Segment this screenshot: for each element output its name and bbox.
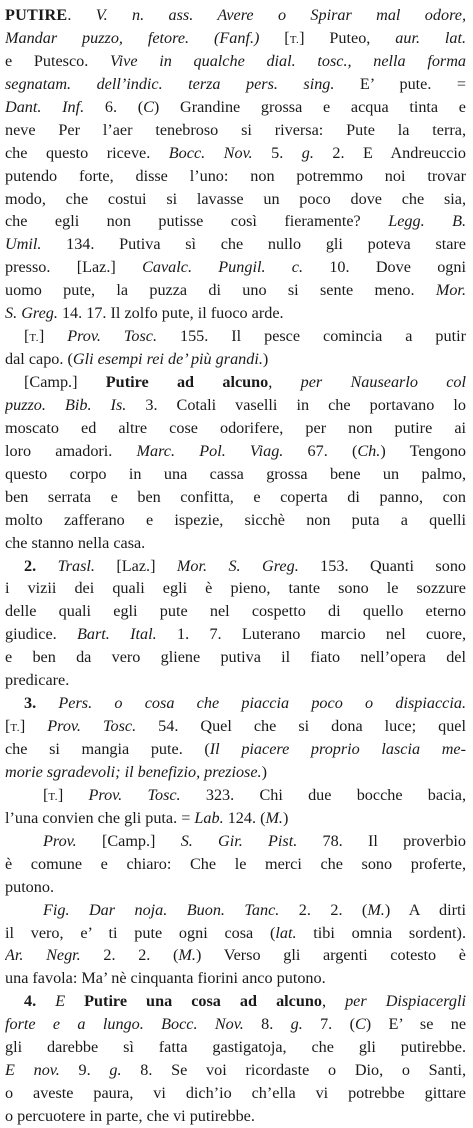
- entry-line: segnatam. dell’indic. terza pers. sing. E’ pute. =: [5, 74, 466, 93]
- entry-line: Prov. [Camp.] S. Gir. Pist. 78. Il proverbio: [43, 831, 466, 850]
- entry-line: predicare.: [5, 671, 70, 690]
- entry-line: ben serrata e ben confitta, e coperta di panno, con: [5, 487, 466, 506]
- entry-line: modo, che costui si lavasse un poco dove che sia,: [5, 189, 466, 208]
- dictionary-entry-putire: [5, 4, 466, 1128]
- entry-line: che questo riceve. Bocc. Nov. 5. g. 2. E Andreuccio: [5, 143, 466, 162]
- entry-line: che si mangia pute. (Il piacere proprio lascia me-: [5, 740, 466, 758]
- entry-line: Umil. 134. Putiva sì che nullo gli poteva stare: [5, 235, 466, 254]
- entry-line: neve Per l’aer tenebroso si riversa: Pute la terra,: [5, 120, 466, 139]
- entry-line: [T.] Prov. Tosc. 323. Chi due bocche bacia,: [43, 785, 466, 804]
- entry-line: 2. Trasl. [Laz.] Mor. S. Greg. 153. Quanti sono: [24, 556, 466, 575]
- entry-line: l’una convien che gli puta. = Lab. 124. (M.): [5, 808, 289, 827]
- entry-line: uomo pute, la puzza di uno si sente meno. Mor.: [5, 281, 466, 300]
- entry-line: 3. Pers. o cosa che piaccia poco o dispiaccia.: [24, 694, 466, 713]
- entry-line: gli darebbe sì fatta gastigatoja, che gli putirebbe.: [5, 1038, 466, 1057]
- entry-line: che stanno nella casa.: [5, 533, 146, 552]
- entry-line: loro amadori. Marc. Pol. Viag. 67. (Ch.) Tengono: [5, 441, 466, 460]
- entry-line: questo corpo in una cassa grossa bene un palmo,: [5, 464, 466, 483]
- entry-line: S. Greg. 14. 17. Il zolfo pute, il fuoco arde.: [5, 304, 284, 323]
- entry-line: una favola: Ma’ nè cinquanta fiorini anco putono.: [5, 969, 326, 988]
- entry-line: i vizii dei quali egli è pieno, tante sono le sozzure: [5, 579, 466, 598]
- entry-line: è comune e chiaro: Che le merci che sono proferte,: [5, 854, 466, 873]
- entry-line: morie sgradevoli; il benefizio, preziose.): [5, 762, 267, 781]
- entry-line: delle quali egli pute nel cospetto di quello eterno: [5, 602, 466, 621]
- entry-line: e Putesco. Vive in qualche dial. tosc., nella forma: [5, 51, 466, 70]
- entry-line: il vero, e’ ti pute ogni cosa (lat. tibi omnia sordent).: [5, 923, 466, 942]
- entry-line: 4. E Putire una cosa ad alcuno, per Dispiacergli: [24, 992, 466, 1011]
- entry-line: moscato ed altre cose odorifere, per non putire ai: [5, 418, 466, 437]
- entry-line: che egli non putisse così fieramente? Legg. B.: [5, 212, 466, 231]
- entry-line: giudice. Bart. Ital. 1. 7. Luterano marcio nel cuore,: [5, 625, 466, 644]
- entry-line: Ar. Negr. 2. 2. (M.) Verso gli argenti cotesto è: [5, 946, 466, 965]
- entry-line: [T.] Prov. Tosc. 155. Il pesce comincia a putir: [24, 327, 466, 346]
- entry-line: PUTIRE. V. n. ass. Avere o Spirar mal odore,: [5, 6, 466, 24]
- entry-line: e ben da vero gliene putiva il fiato nell’opera del: [5, 648, 466, 667]
- entry-line: puzzo. Bib. Is. 3. Cotali vaselli in che portavano lo: [5, 395, 466, 414]
- entry-line: Dant. Inf. 6. (C) Grandine grossa e acqua tinta e: [5, 97, 466, 116]
- entry-line: Fig. Dar noja. Buon. Tanc. 2. 2. (M.) A dirti: [43, 900, 466, 919]
- entry-line: forte e a lungo. Bocc. Nov. 8. g. 7. (C) E’ se ne: [5, 1015, 466, 1034]
- entry-line: putono.: [5, 877, 55, 896]
- entry-line: [T.] Prov. Tosc. 54. Quel che si dona luce; quel: [5, 717, 466, 736]
- entry-line: molto zafferano e ispezie, sicchè non puta a quelli: [5, 510, 466, 529]
- entry-line: dal capo. (Gli esempi rei de’ più grandi.): [5, 350, 269, 369]
- entry-line: Mandar puzzo, fetore. (Fanf.) [T.] Puteo, aur. lat.: [5, 28, 466, 47]
- entry-line: [Camp.] Putire ad alcuno, per Nausearlo col: [24, 373, 466, 391]
- entry-line: putendo forte, disse l’uno: non potremmo noi trovar: [5, 166, 466, 185]
- entry-line: o aveste paura, vi dich’io ch’ella vi potrebbe gittare: [5, 1084, 466, 1103]
- entry-line: E nov. 9. g. 8. Se voi ricordaste o Dio, o Santi,: [5, 1061, 466, 1080]
- entry-line: o percuotere in parte, che vi putirebbe.: [5, 1107, 255, 1125]
- entry-line: presso. [Laz.] Cavalc. Pungil. c. 10. Dove ogni: [5, 258, 466, 277]
